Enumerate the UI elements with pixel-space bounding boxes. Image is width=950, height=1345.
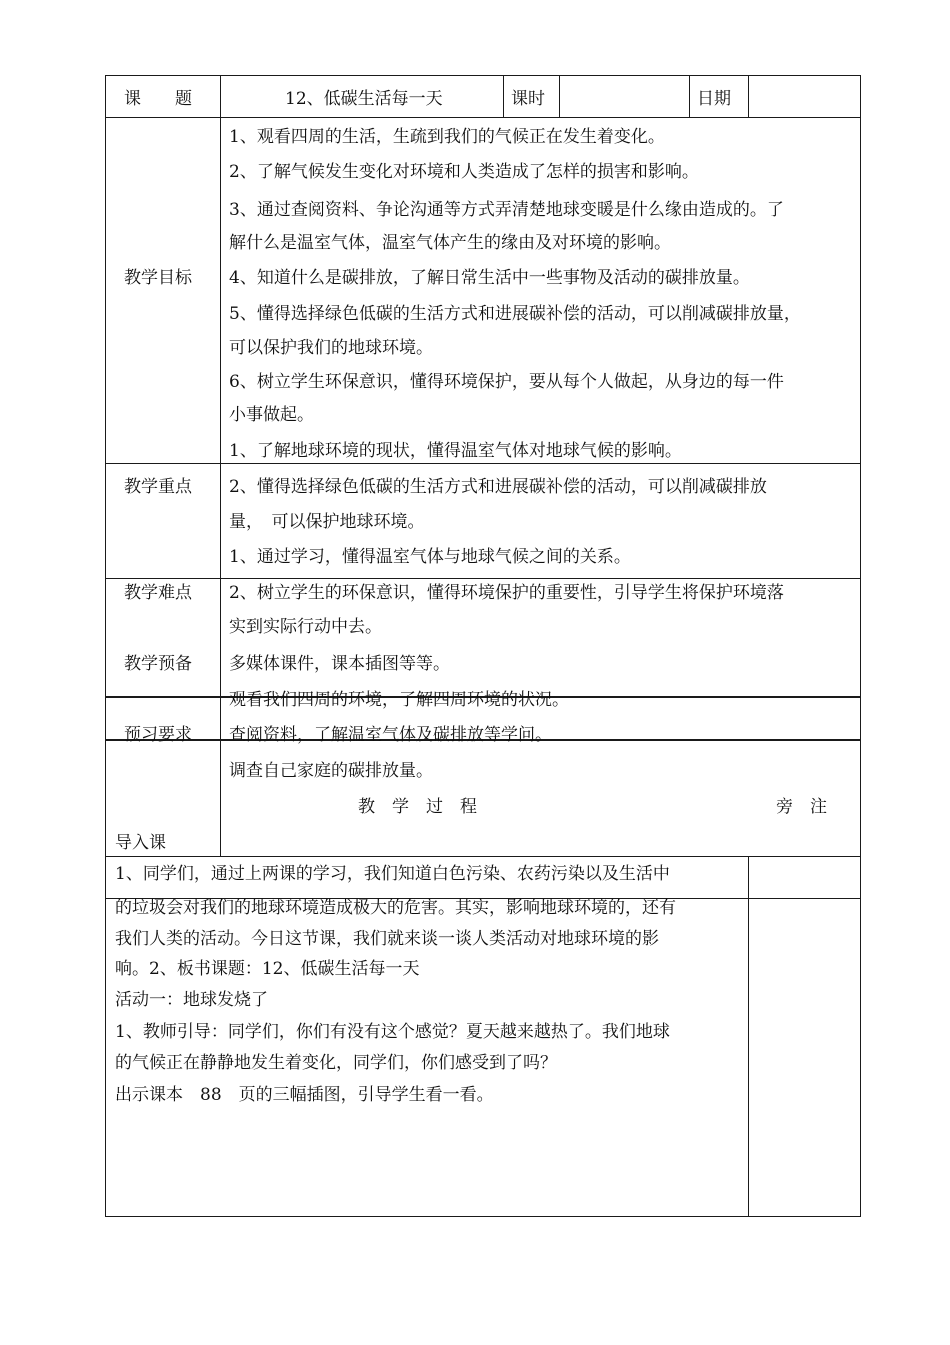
intro-label: 导入课 <box>115 833 166 853</box>
preview-line: 观看我们四周的环境，了解四周环境的状况。 <box>229 690 569 710</box>
preparation-text: 多媒体课件，课本插图等等。 <box>229 654 450 674</box>
row-divider-keypoints <box>105 578 861 579</box>
goals-line: 小事做起。 <box>229 405 314 425</box>
table-border-left <box>105 75 106 1217</box>
process-title: 教 学 过 程 <box>358 797 477 817</box>
preview-line: 查阅资料，了解温室气体及碳排放等学问。 <box>229 725 552 745</box>
body-line: 活动一：地球发烧了 <box>115 990 268 1010</box>
goals-line: 可以保护我们的地球环境。 <box>229 338 433 358</box>
body-line: 的气候正在静静地发生着变化，同学们，你们感受到了吗？ <box>115 1053 557 1073</box>
table-border-right <box>860 75 861 1217</box>
difficulties-line: 2、树立学生的环保意识，懂得环境保护的重要性，引导学生将保护环境落 <box>229 583 784 603</box>
preparation-label: 教学预备 <box>124 654 192 674</box>
row-divider-goals <box>105 463 861 464</box>
difficulties-line: 实到实际行动中去。 <box>229 617 382 637</box>
header-divider-period <box>503 75 504 118</box>
notes-column-divider <box>748 856 749 1217</box>
difficulties-label: 教学难点 <box>124 583 192 603</box>
body-line: 的垃圾会对我们的地球环境造成极大的危害。其实，影响地球环境的，还有 <box>115 898 676 918</box>
label-column-divider <box>220 75 221 857</box>
header-divider-date <box>689 75 690 118</box>
preview-line: 调查自己家庭的碳排放量。 <box>229 761 433 781</box>
subject-label: 课 题 <box>124 89 192 109</box>
header-divider-date-value <box>748 75 749 118</box>
body-line: 1、教师引导：同学们，你们有没有这个感觉？夏天越来越热了。我们地球 <box>115 1022 670 1042</box>
notes-label: 旁 注 <box>776 797 827 817</box>
keypoints-label: 教学重点 <box>124 477 192 497</box>
goals-line: 4、知道什么是碳排放，了解日常生活中一些事物及活动的碳排放量。 <box>229 268 750 288</box>
body-line: 我们人类的活动。今日这节课，我们就来谈一谈人类活动对地球环境的影 <box>115 929 659 949</box>
date-label: 日期 <box>697 89 731 109</box>
goals-line: 解什么是温室气体，温室气体产生的缘由及对环境的影响。 <box>229 233 671 253</box>
body-line: 响。2、板书课题：12、低碳生活每一天 <box>115 959 420 979</box>
goals-label: 教学目标 <box>124 268 192 288</box>
goals-line: 6、树立学生环保意识，懂得环境保护，要从每个人做起，从身边的每一件 <box>229 372 784 392</box>
difficulties-line: 1、通过学习，懂得温室气体与地球气候之间的关系。 <box>229 547 631 567</box>
goals-line: 2、了解气候发生变化对环境和人类造成了怎样的损害和影响。 <box>229 162 699 182</box>
keypoints-line: 2、懂得选择绿色低碳的生活方式和进展碳补偿的活动，可以削减碳排放 <box>229 477 767 497</box>
header-divider-period-value <box>559 75 560 118</box>
keypoints-line: 量， 可以保护地球环境。 <box>229 512 425 532</box>
body-line: 1、同学们，通过上两课的学习，我们知道白色污染、农药污染以及生活中 <box>115 864 670 884</box>
goals-line: 1、观看四周的生活，生疏到我们的气候正在发生着变化。 <box>229 127 665 147</box>
preview-label: 预习要求 <box>124 725 192 745</box>
body-line: 出示课本 88 页的三幅插图，引导学生看一看。 <box>115 1085 494 1105</box>
keypoints-line: 1、了解地球环境的现状，懂得温室气体对地球气候的影响。 <box>229 441 682 461</box>
goals-line: 3、通过查阅资料、争论沟通等方式弄清楚地球变暖是什么缘由造成的。了 <box>229 200 784 220</box>
goals-line: 5、懂得选择绿色低碳的生活方式和进展碳补偿的活动，可以削减碳排放量， <box>229 304 801 324</box>
period-label: 课时 <box>511 89 545 109</box>
lesson-title: 12、低碳生活每一天 <box>285 89 443 109</box>
